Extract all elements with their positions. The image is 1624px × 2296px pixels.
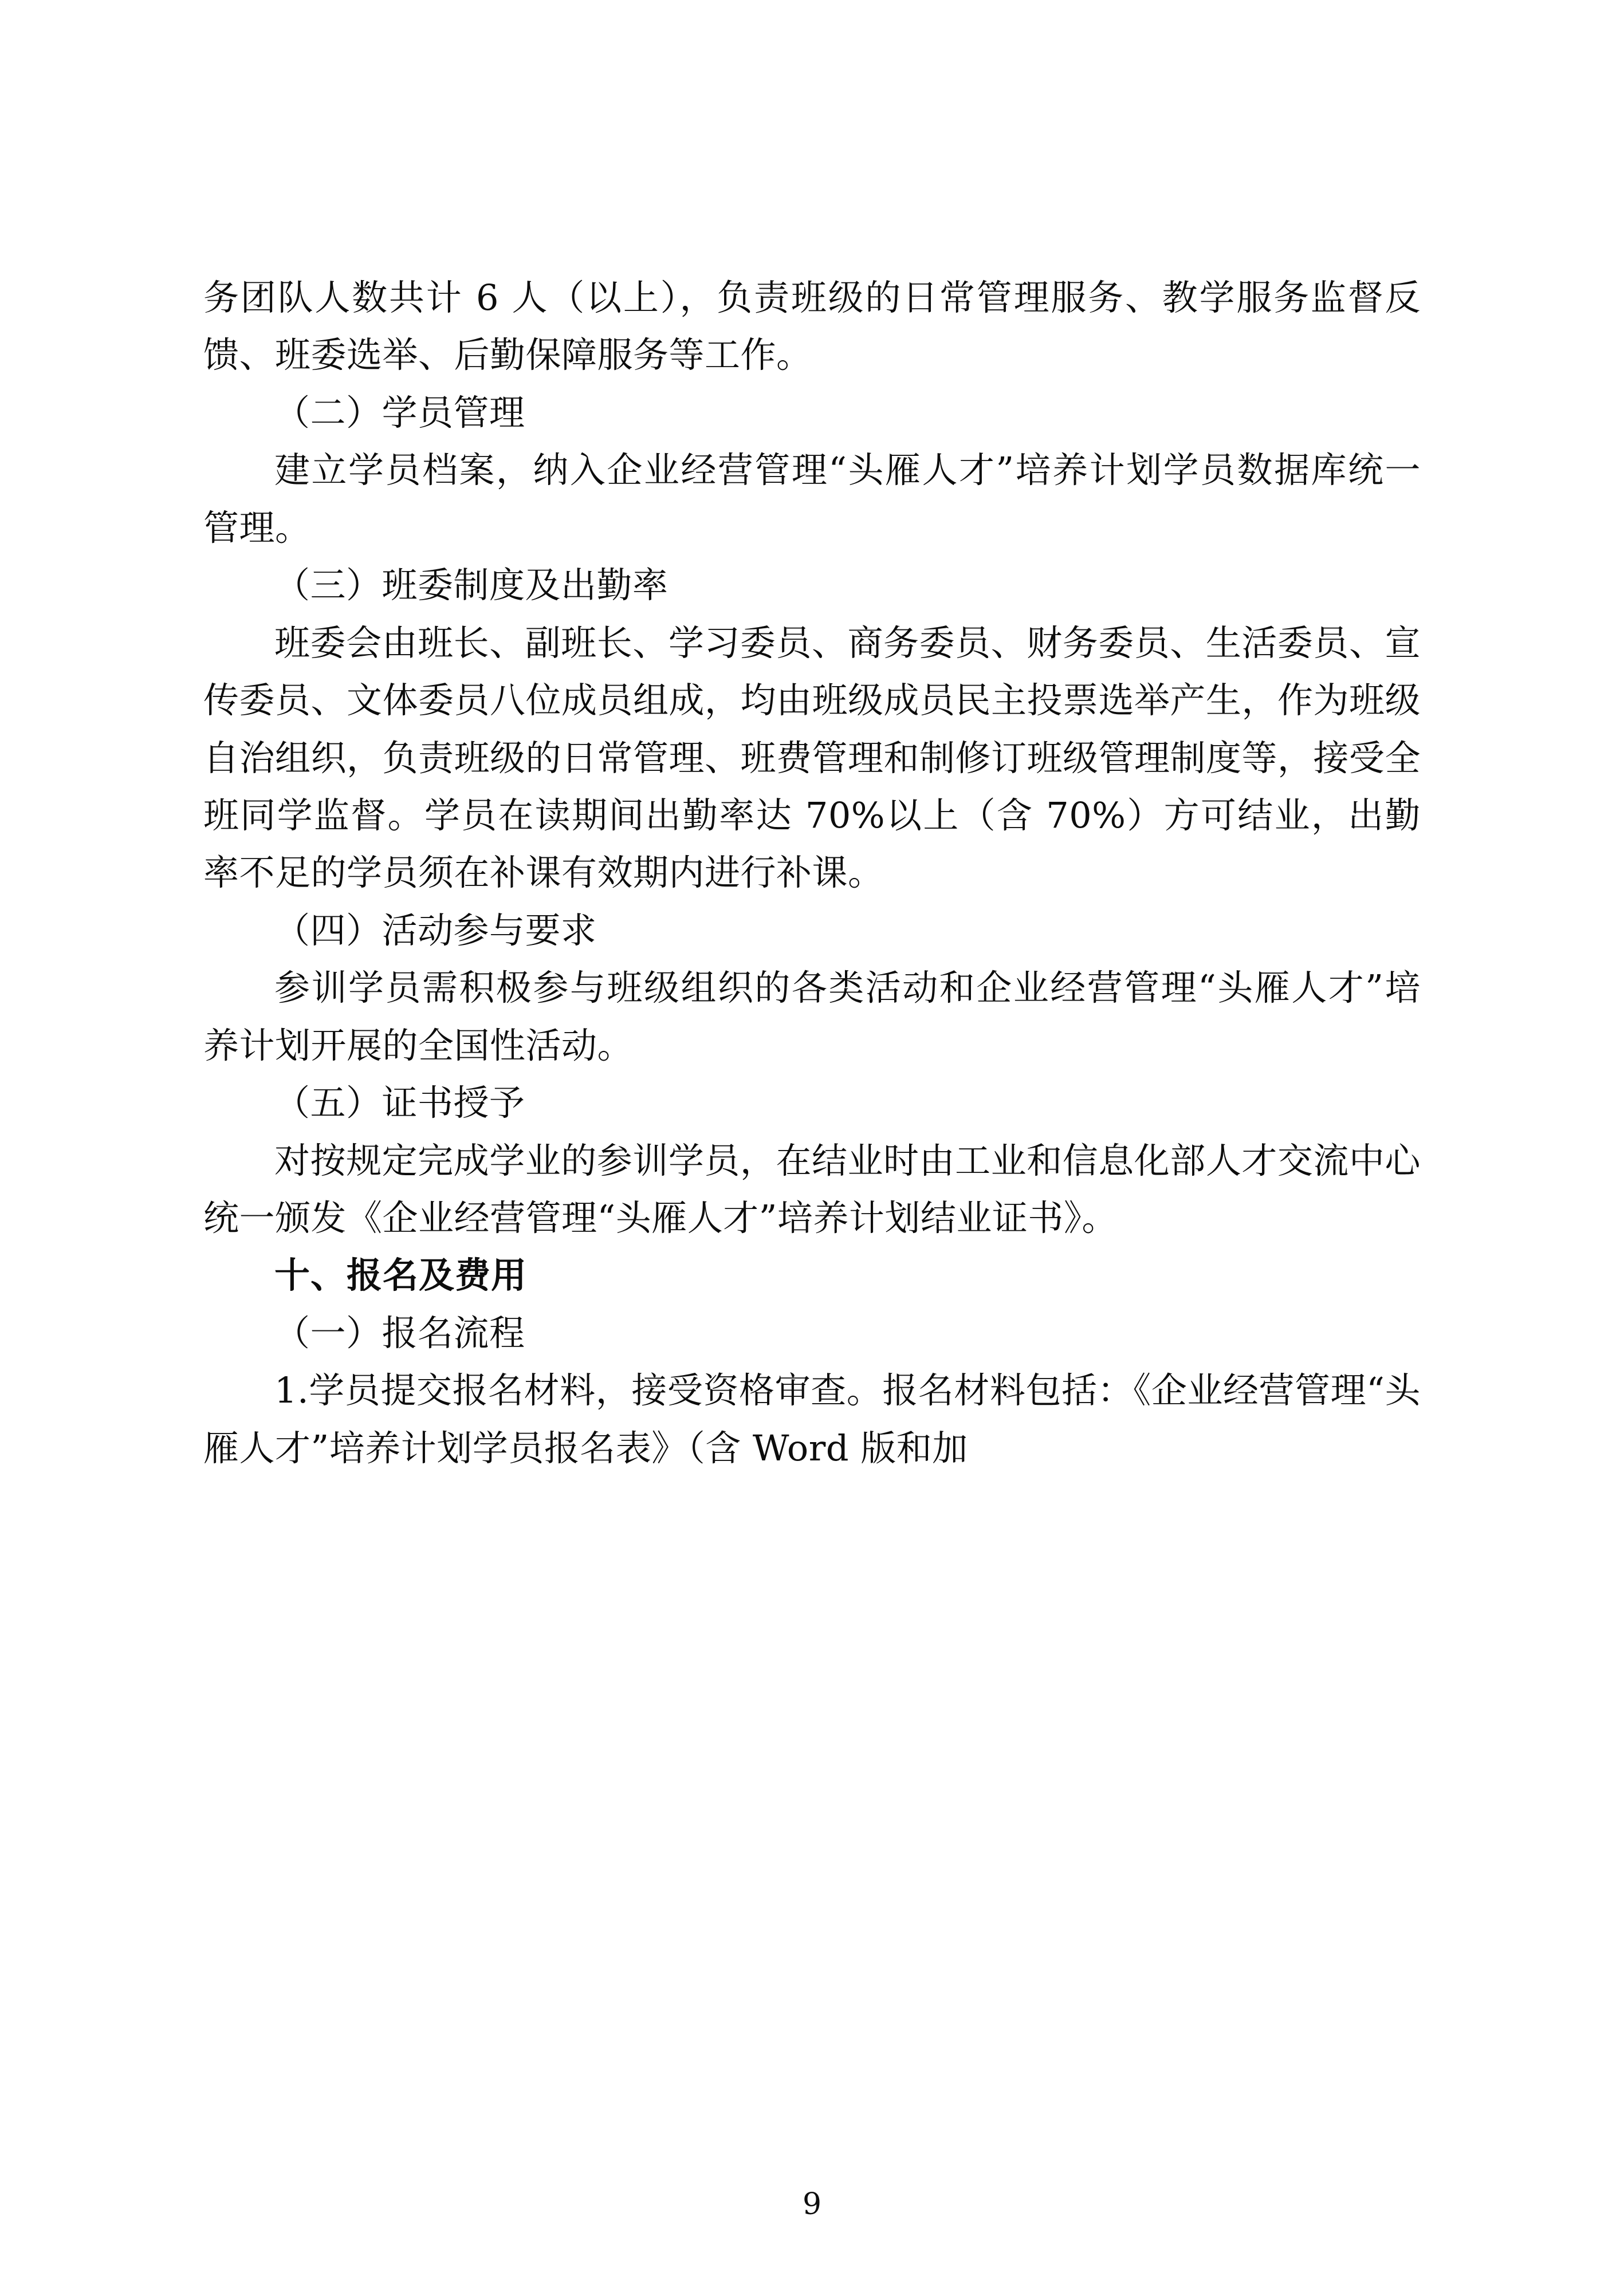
section-heading-ten: 十、报名及费用: [274, 1254, 528, 1297]
page-body: [203, 269, 1421, 1477]
paragraph-registration-step-1: 1.学员提交报名材料，接受资格审查。报名材料包括：《企业经营管理“头雁人才”培养计划学员报名表》（含 Word 版和加: [203, 1369, 1421, 1469]
page-number: 9: [802, 2187, 822, 2222]
subsection-heading-3: （三）班委制度及出勤率: [274, 564, 669, 607]
paragraph-activity-requirements: 参训学员需积极参与班级组织的各类活动和企业经营管理“头雁人才”培养计划开展的全国性活动。: [203, 967, 1421, 1066]
paragraph-class-committee: 班委会由班长、副班长、学习委员、商务委员、财务委员、生活委员、宣传委员、文体委员八位成员组成，均由班级成员民主投票选举产生，作为班级自治组织，负责班级的日常管理、班费管理和制修订班级管理制度等，接受全班同学监督。学员在读期间出勤率达 70%以上（含 70%）方可结业，出勤率不足的学员须在补课有效期内进行补课。: [203, 621, 1421, 894]
subsection-heading-5: （五）证书授予: [274, 1082, 525, 1124]
paragraph-certificate: 对按规定完成学业的参训学员，在结业时由工业和信息化部人才交流中心统一颁发《企业经营管理“头雁人才”培养计划结业证书》。: [203, 1139, 1421, 1239]
paragraph-student-management: 建立学员档案，纳入企业经营管理“头雁人才”培养计划学员数据库统一管理。: [203, 449, 1421, 549]
subsection-heading-4: （四）活动参与要求: [274, 909, 597, 951]
subsection-heading-registration: （一）报名流程: [274, 1312, 525, 1354]
subsection-heading-2: （二）学员管理: [274, 391, 525, 434]
paragraph-continuation: 务团队人数共计 6 人（以上），负责班级的日常管理服务、教学服务监督反馈、班委选举、后勤保障服务等工作。: [203, 277, 1421, 376]
